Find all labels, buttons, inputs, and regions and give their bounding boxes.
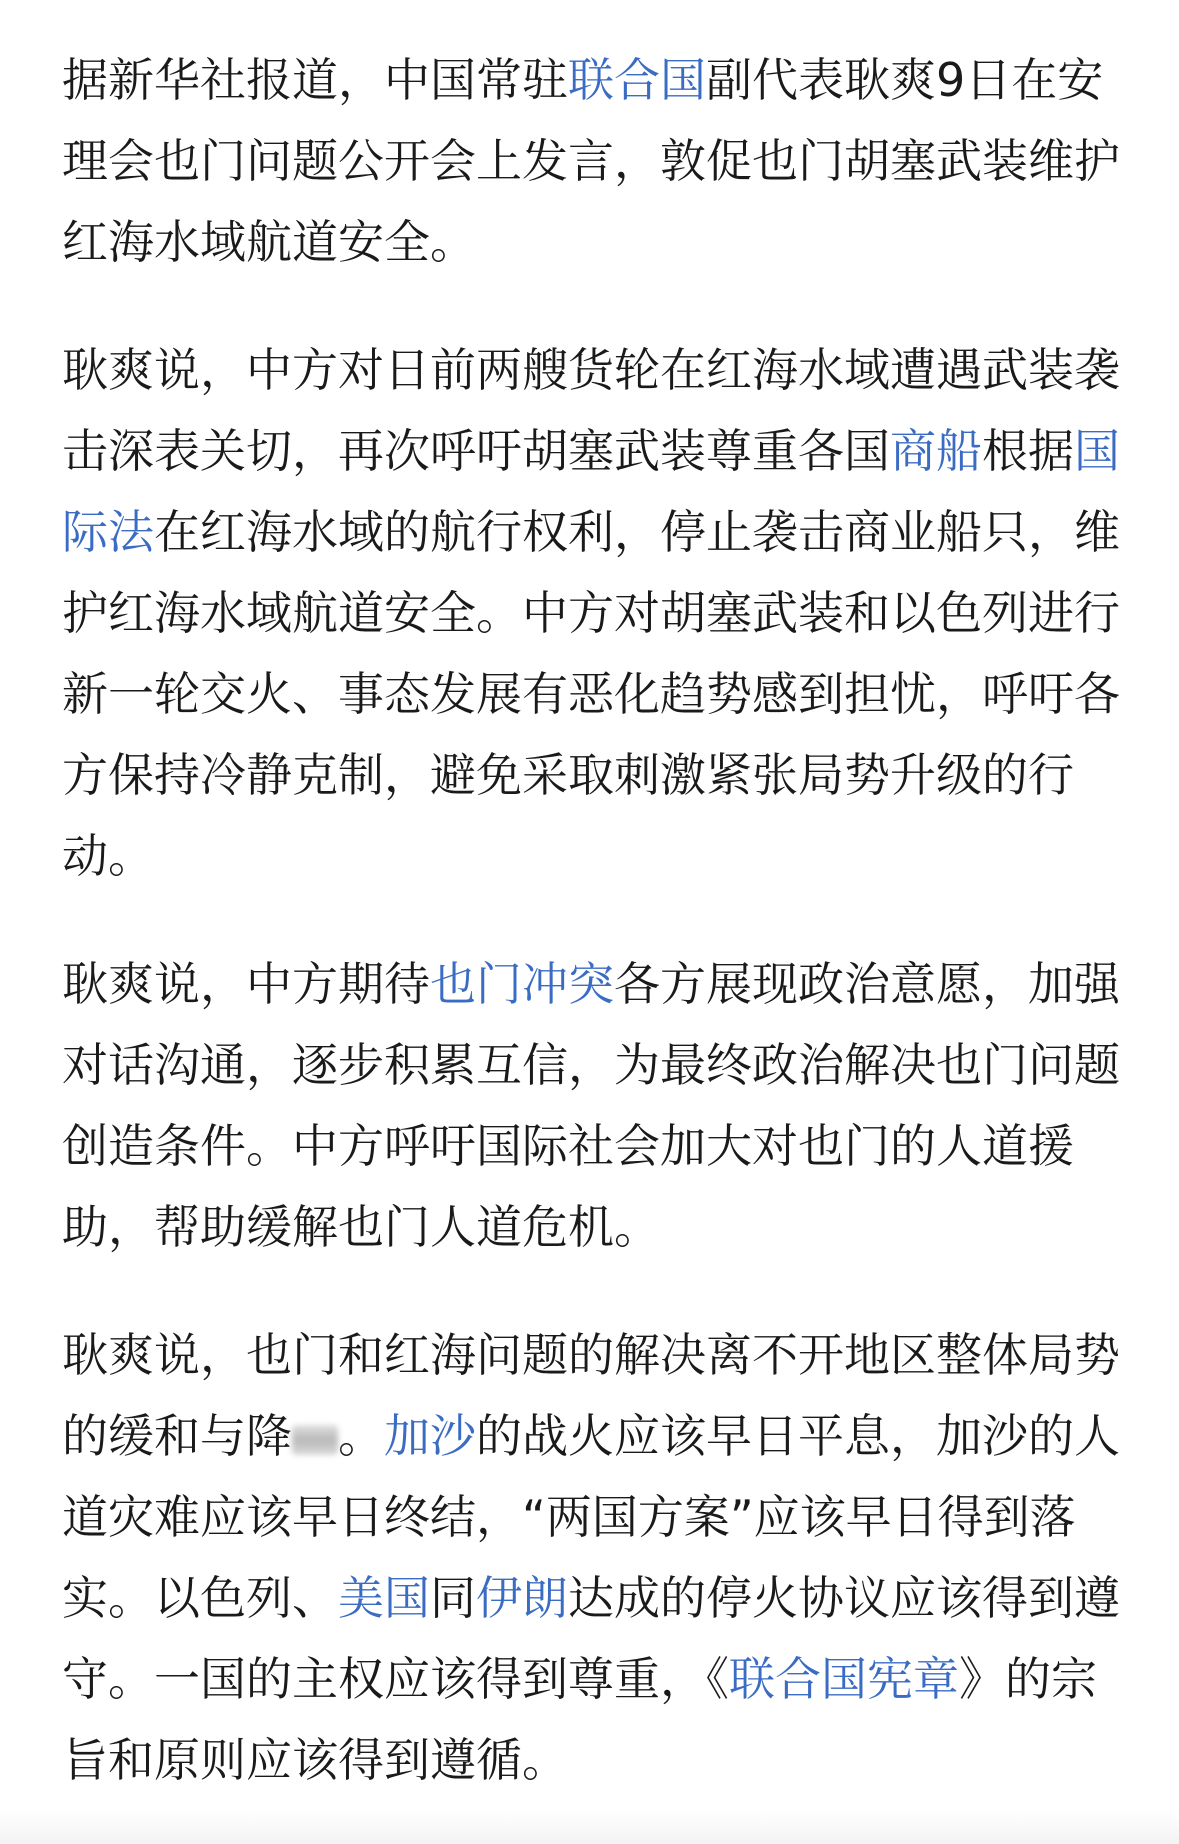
text: 各方展现政治意愿，加强对话沟通，逐步积累互信，为最终政治解决也门问题创造条件。中方呼吁国际社会加大对也门的人道援助，帮助缓解也门人道危机。 [62, 957, 1120, 1254]
text: 》的宗旨和原则应该得到遵循。 [62, 1652, 1097, 1787]
link-international-law[interactable]: 国际法 [62, 424, 1120, 559]
text: 耿爽说，也门和红海问题的解决离不开地区整体局势的缓和与降 [62, 1328, 1120, 1463]
text: 的战火应该早日平息，加沙的人道灾难应该早日终结，“两国方案”应该早日得到落实。以色列、 [62, 1409, 1120, 1625]
link-yemen-conflict[interactable]: 也门冲突 [430, 957, 614, 1011]
text: 据新华社报道，中国常驻 [62, 53, 568, 107]
paragraph-1 [62, 40, 1122, 283]
text: 同 [430, 1571, 476, 1625]
text: 达成的停火协议应该得到遵守。一国的主权应该得到尊重，《 [62, 1571, 1120, 1706]
paragraph-3 [62, 944, 1122, 1268]
text: 根据 [982, 424, 1074, 478]
link-united-states[interactable]: 美国 [338, 1571, 430, 1625]
link-gaza[interactable]: 加沙 [384, 1409, 476, 1463]
watermark-smudge [292, 1425, 338, 1455]
text: 耿爽说，中方对日前两艘货轮在红海水域遭遇武装袭击深表关切，再次呼吁胡塞武装尊重各国 [62, 343, 1120, 478]
text: 耿爽说，中方期待 [62, 957, 430, 1011]
link-un-charter[interactable]: 联合国宪章 [729, 1652, 959, 1706]
bottom-fade [0, 1810, 1179, 1844]
text: 。 [338, 1409, 384, 1463]
link-iran[interactable]: 伊朗 [476, 1571, 568, 1625]
text: 在红海水域的航行权利，停止袭击商业船只，维护红海水域航道安全。中方对胡塞武装和以色列进行新一轮交火、事态发展有恶化趋势感到担忧，呼吁各方保持冷静克制，避免采取刺激紧张局势升级的行动。 [62, 505, 1120, 883]
article-body [62, 40, 1122, 1801]
link-united-nations[interactable]: 联合国 [568, 53, 706, 107]
paragraph-4 [62, 1315, 1122, 1801]
paragraph-2 [62, 330, 1122, 897]
text: 副代表耿爽9日在安理会也门问题公开会上发言，敦促也门胡塞武装维护红海水域航道安全。 [62, 53, 1120, 269]
link-merchant-ship[interactable]: 商船 [890, 424, 982, 478]
